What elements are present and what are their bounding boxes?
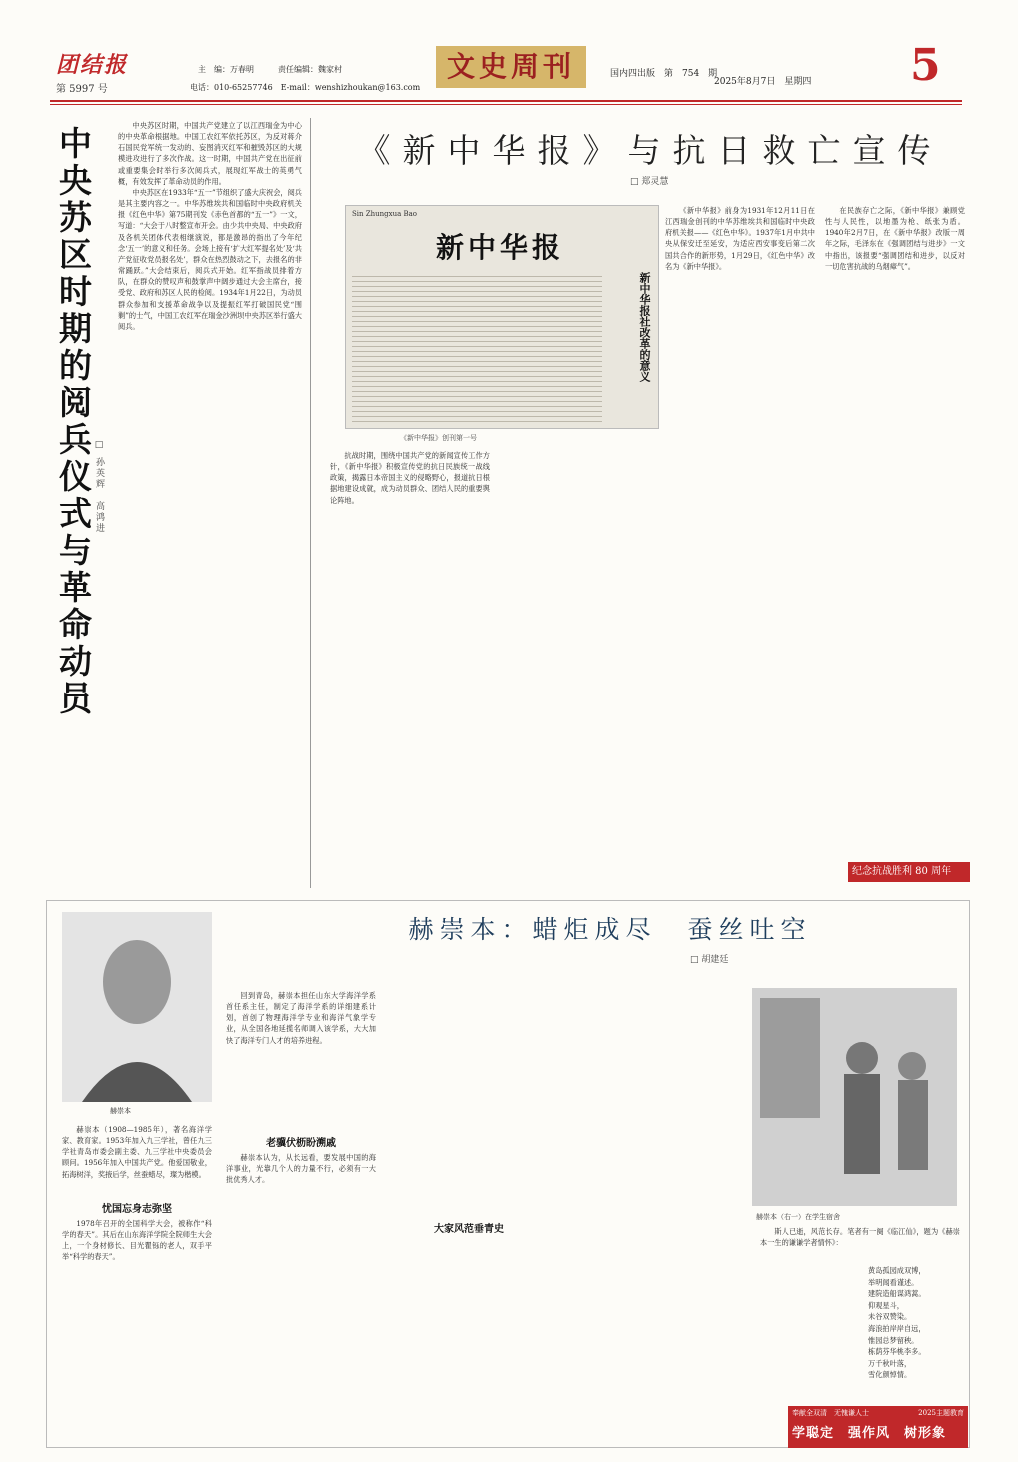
newspaper-image [345,205,659,429]
poem-line: 黄岛孤园成双博， [868,1266,926,1275]
bottom-body-6 [560,990,740,1442]
main-article-title: 《新中华报》与抗日救亡宣传 [357,131,943,170]
bottom-body-5 [394,1238,544,1442]
image-caption: 《新中华报》创刊第一号 [400,434,477,442]
poem-line: 惟园总梦留秧。 [868,1335,919,1345]
footer-banner [788,1406,968,1448]
portrait-caption: 赫崇本 [110,1107,131,1115]
publication-date: 2025年8月7日 星期四 [714,77,812,87]
dormitory-photo [752,988,957,1206]
bottom-paragraph: 回到青岛，赫崇本担任山东大学海洋学系首任系主任，制定了海洋学系的详细建系计划，首创了物理海洋学专业和海洋气象学专业，从全国各地延揽名师调入该学系，大大加快了海洋专门人才的培养进程。 [226,991,376,1045]
main-paragraph: 在民族存亡之际，《新中华报》兼顾党性与人民性，以地墨为枪、纸张为盾。1940年2月7日，在《新中华报》改版一周年之际，毛泽东在《强调团结与进步》一文中指出，该报要“强调团结和进步，以反对一切危害抗战的乌烟瘴气”。 [825,206,965,271]
poem-line: 雪化颜悼情。 [868,1370,912,1380]
main-article-body-5 [825,205,965,855]
bottom-article-byline: □ 胡建廷 [690,955,729,965]
subhead-2: 老骥伏枥盼溯戚 [266,1138,336,1149]
poem-line: 建院造船谋鸿蒿。 [868,1289,926,1299]
poem-line: 举明闻看谨述。 [868,1277,919,1287]
page-number: 5 [910,40,941,91]
photo-caption: 赫崇本（右一）在学生宿舍 [756,1213,840,1221]
contact-line: 电话：010-65257746 E-mail：wenshizhoukan@163.com [190,83,421,92]
left-article-title: 中央苏区时期的阅兵仪式与革命动员 [54,126,93,718]
poem-line: 万千秋叶落， [868,1358,912,1368]
poem-line: 海浪拍岸岸自远， [868,1323,926,1333]
left-article-byline: □ 孙英辉 高鸿进 [94,440,104,534]
subhead-3: 大家风范垂青史 [434,1224,504,1235]
masthead-rule-thin [50,104,962,105]
poem-line: 栋荫芬华桃李多。 [868,1347,926,1357]
main-article-body-3 [500,450,650,880]
main-article-body-1 [665,205,815,427]
left-article-body [118,120,302,880]
section-title: 文史周刊 [436,46,586,88]
paper-pinyin: Sin Zhungxua Bao [352,210,418,218]
issue-number: 第 5997 号 [56,84,108,95]
dormitory-illustration [752,988,957,1206]
banner-top: 奉献全双清 无愧谦人士 [792,1409,869,1417]
bottom-paragraph: 赫崇本认为，从长远看，要发展中国的海洋事业，光靠几个人的力量不行，必须有一大批优秀人才。 [226,1153,376,1185]
paper-masthead: 新中华报 [436,231,565,264]
main-paragraph: 抗战时期，围绕中国共产党的新闻宣传工作方针，《新中华报》积极宣传党的抗日民族统一战线政策，揭露日本帝国主义的侵略野心，报道抗日根据地建设成就，成为动员群众、团结人民的重要舆论阵地。 [330,451,490,505]
paper-headline: 新中华报社改革的意义 [638,272,651,382]
bottom-body-4 [394,990,544,1215]
portrait-photo [62,912,212,1102]
banner-main: 学聪定 强作风 树形象 [792,1426,947,1441]
main-article-byline: □ 郑灵慧 [630,177,669,187]
bottom-body-3 [226,1152,376,1442]
subhead-1: 忧国忘身志弥坚 [102,1204,172,1215]
edition-line: 国内四出版 第 754 期 [610,69,718,79]
bottom-body-1 [62,1218,212,1440]
column-divider [310,118,311,888]
main-paragraph: 《新中华报》前身为1931年12月11日在江西瑞金创刊的中华苏维埃共和国临时中央政府机关报——《红色中华》。1937年1月中共中央从保安迁至延安，为适应西安事变后第二次国共合作的新形势，1月29日，《红色中华》改名为《新中华报》。 [665,206,815,271]
banner-year: 2025主题教育 [918,1409,964,1417]
editors-line: 主 编：万春明 责任编辑：魏家村 [198,65,342,74]
main-article-body-4 [660,450,810,880]
bio-text: 赫崇本（1908—1985年），著名海洋学家、教育家。1953年加入九三学社，曾任九三学社青岛市委会副主委、九三学社中央委员会顾问。1956年加入中国共产党。他爱国敬业，拓海树洋，奖掖后学，丝蚕蜡尽，璨为楷模。 [62,1125,212,1179]
bottom-body-2 [226,990,376,1130]
left-paragraph: 中央苏区时期，中国共产党建立了以江西瑞金为中心的中央革命根据地。中国工农红军依托苏区，为反对蒋介石国民党军统一发动的、妄图消灭红军和摧毁苏区的大规模进攻进行了多次作战。这一时期，中国共产党在出征前或重要集会时举行多次阅兵式，展现红军战士的英勇气概，有效发挥了革命动员的作用。 [118,121,302,186]
poem-line: 仰观星斗， [868,1300,904,1310]
left-paragraph: 中央苏区在1933年“五一”节组织了盛大庆祝会，阅兵是其主要内容之一。中华苏维埃共和国临时中央政府机关报《红色中华》第75期刊发《赤色首都的“五一”》一文，写道：“大会于八时整宣布开会。由少共中央局、中央政府及各机关团体代表相继演说，都是激昂的指出了今年纪念‘五一’的意义和任务。会场上接有‘扩大红军提名处’及‘共产党征收党员报名处’，群众在热烈鼓动之下，去报名的非常踊跃。”大会结束后，阅兵式开始。红军指战员排着方队，在群众的赞叹声和鼓掌声中阔步通过大会主席台，接受党、政府和苏区人民的检阅。1934年1月22日，为动员群众参加和支援革命战争以及提振红军打破国民党“围剿”的士气，中国工农红军在瑞金沙洲坝中央苏区举行盛大阅兵。 [118,187,302,331]
masthead-rule [50,100,962,102]
poem-line: 未谷双赞染。 [868,1312,912,1322]
newspaper-logo: 团结报 [56,52,129,78]
anniversary-badge: 纪念抗战胜利 80 周年 [848,862,970,882]
portrait-illustration [62,912,212,1102]
poem [868,1265,968,1381]
paper-text-block [352,272,602,422]
main-article-body-2 [330,450,490,880]
bottom-paragraph: 1978年召开的全国科学大会，被称作“科学的春天”。其后在山东海洋学院全院师生大会上，一个身材修长、目光瞿铄的老人，双手平举“科学的春天”。 [62,1219,212,1262]
poem-intro: 斯人已逝，风范长存。笔者有一阕《临江仙》，题为《赫崇本一生的谦谦学者情怀》： [760,1227,960,1248]
bottom-article-title: 赫崇本：蜡炬成尽 蚕丝吐空 [408,915,812,944]
